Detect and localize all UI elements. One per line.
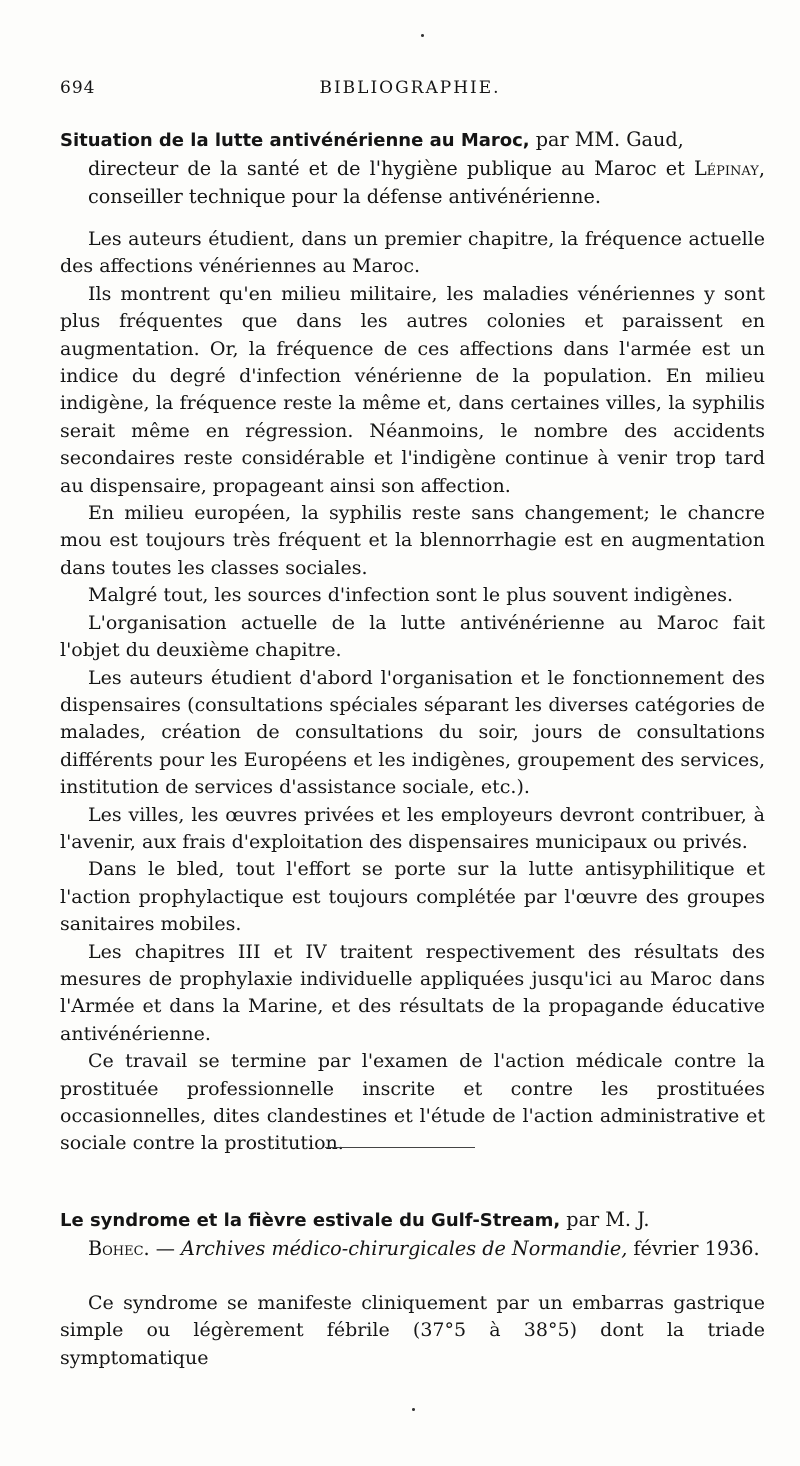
- article-1-by: par MM. Gaud,: [535, 128, 684, 151]
- paper-speck: [421, 34, 424, 37]
- article-2-journal: Archives médico-chirurgicales de Normandie,: [181, 1237, 628, 1260]
- paragraph: Malgré tout, les sources d'infection sont le plus souvent indigènes.: [88, 584, 734, 607]
- paragraph: Ils montrent qu'en milieu militaire, les maladies vénériennes y sont plus fréquentes que dans les autres colonies et paraissent en augmentation. Or, la fréquence de ces affections dans l'armée est un indice du degré d'infection vénérienne de la population. En milieu indigène, la fréquence reste la même et, dans certaines villes, la syphilis serait même en régression. Néanmoins, le nombre des accidents secondaires reste considérable et l'indigène continue à venir trop tard au dispensaire, propageant ainsi son affection.: [60, 282, 765, 497]
- section-divider: [325, 1147, 475, 1148]
- article-1-author-1-role: directeur de la santé et de l'hygiène publique au Maroc et: [88, 157, 685, 180]
- article-2-title: Le syndrome et la fièvre estivale du Gulf-Stream,: [60, 1210, 561, 1231]
- article-2-author: Bohec.: [88, 1237, 150, 1260]
- article-1-author-2-role: conseiller technique pour la défense antivénérienne.: [88, 185, 601, 208]
- running-head: BIBLIOGRAPHIE.: [319, 78, 501, 98]
- paper-speck: [412, 1408, 415, 1411]
- paragraph: En milieu européen, la syphilis reste sans changement; le chancre mou est toujours très fréquent et la blennorrhagie est en augmentation dans toutes les classes sociales.: [60, 502, 765, 579]
- article-1-authors-line-2: [60, 155, 765, 211]
- article-2-body: [60, 1290, 765, 1372]
- page-number: 694: [60, 78, 96, 98]
- article-2-title-block: [60, 1206, 765, 1263]
- article-1-body: [60, 226, 765, 1158]
- article-2-heading: [60, 1206, 765, 1263]
- paragraph: L'organisation actuelle de la lutte antivénérienne au Maroc fait l'objet du deuxième chapitre.: [60, 611, 765, 662]
- paragraph: Les villes, les œuvres privées et les employeurs devront contribuer, à l'avenir, aux frais d'exploitation des dispensaires municipaux ou privés.: [60, 803, 765, 853]
- article-2-dash: —: [155, 1237, 175, 1260]
- paragraph: Les auteurs étudient d'abord l'organisation et le fonctionnement des dispensaires (consultations spéciales séparant les diverses catégories de malades, création de consultations du soir, jours de consultations différents pour les Européens et les indigènes, groupement des services, institution de services d'assistance sociale, etc.).: [60, 666, 765, 799]
- article-2-source-line: [60, 1235, 765, 1263]
- article-1-title: Situation de la lutte antivénérienne au Maroc,: [60, 130, 530, 151]
- article-1-heading: [60, 126, 765, 211]
- paragraph: Ce syndrome se manifeste cliniquement par un embarras gastrique simple ou légèrement fébrile (37°5 à 38°5) dont la triade symptomatique: [60, 1292, 765, 1369]
- article-1-title-block: [60, 126, 765, 211]
- paragraph: Les chapitres III et IV traitent respectivement des résultats des mesures de prophylaxie individuelle appliquées jusqu'ici au Maroc dans l'Armée et dans la Marine, et des résultats de la propagande éducative antivénérienne.: [60, 940, 765, 1045]
- paragraph: Dans le bled, tout l'effort se porte sur la lutte antisyphilitique et l'action prophylactique est toujours complétée par l'œuvre des groupes sanitaires mobiles.: [60, 858, 765, 936]
- page-header: [60, 78, 760, 104]
- article-2-date: février 1936.: [633, 1237, 760, 1260]
- article-2-by: par M. J.: [566, 1208, 650, 1231]
- paragraph: Les auteurs étudient, dans un premier chapitre, la fréquence actuelle des affections vénériennes au Maroc.: [60, 228, 765, 278]
- paragraph: Ce travail se termine par l'examen de l'action médicale contre la prostituée professionnelle inscrite et contre les prostituées occasionnelles, dites clandestines et l'étude de l'action administrative et sociale contre la prostitution.: [60, 1050, 765, 1155]
- article-1-author-2: Lépinay,: [693, 157, 765, 180]
